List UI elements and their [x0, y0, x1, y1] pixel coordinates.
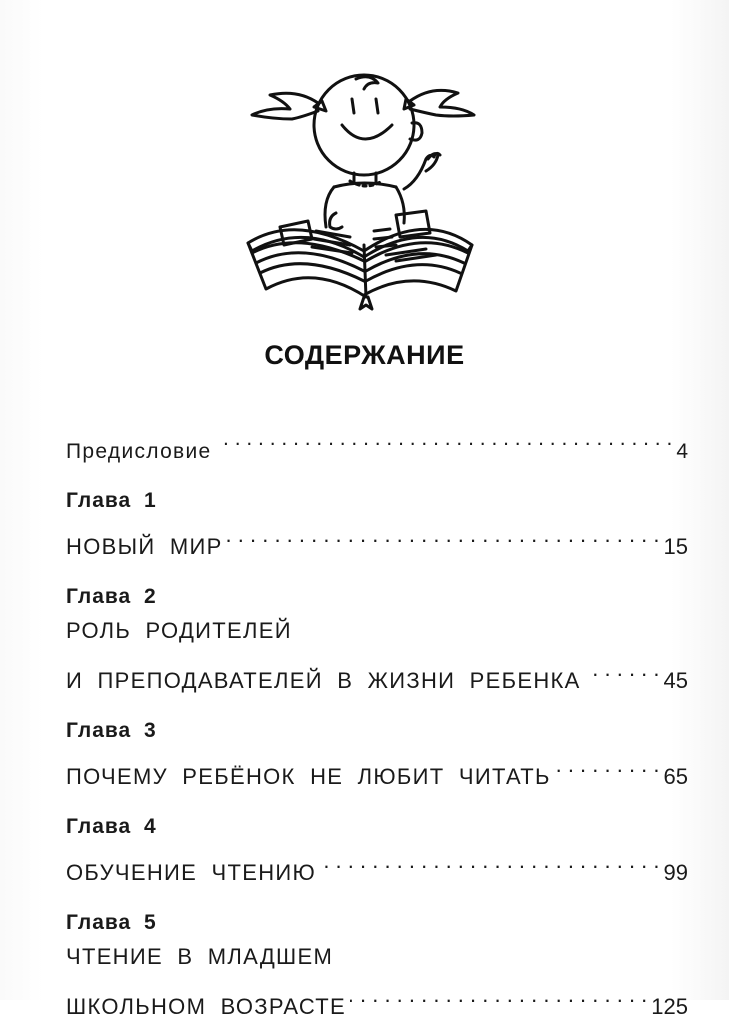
toc-page-number: 65	[663, 764, 688, 789]
dot-leader	[350, 976, 647, 1014]
toc-entry-chapter-2[interactable]	[66, 582, 688, 693]
toc-entry-title: ОБУЧЕНИЕ ЧТЕНИЮ	[66, 860, 317, 885]
toc-entry-title: ПОЧЕМУ РЕБЁНОК НЕ ЛЮБИТ ЧИТАТЬ	[66, 764, 551, 789]
toc-entry-line	[66, 516, 688, 559]
page-title: СОДЕРЖАНИЕ	[264, 340, 465, 370]
dot-leader	[216, 420, 673, 458]
toc-entry-title: И ПРЕПОДАВАТЕЛЕЙ В ЖИЗНИ РЕБЕНКА	[66, 668, 581, 693]
table-of-contents	[66, 420, 688, 1019]
toc-entry-title: ЧТЕНИЕ В МЛАДШЕМ	[66, 944, 334, 969]
toc-page-number: 15	[663, 534, 688, 559]
toc-entry-preface[interactable]	[66, 420, 688, 463]
chapter-label: Глава 1	[66, 489, 157, 512]
toc-entry-chapter-4[interactable]	[66, 812, 688, 885]
girl-reading-book-icon	[236, 55, 476, 315]
dot-leader	[320, 842, 659, 880]
toc-page-number: 45	[663, 668, 688, 693]
toc-page-number: 125	[651, 994, 688, 1019]
toc-entry-chapter-5[interactable]	[66, 908, 688, 1019]
dot-leader	[555, 746, 660, 784]
toc-entry-chapter-1[interactable]	[66, 486, 688, 559]
chapter-label: Глава 4	[66, 815, 157, 838]
dot-leader	[585, 650, 660, 688]
toc-entry-title: НОВЫЙ МИР	[66, 534, 223, 559]
dot-leader	[227, 516, 660, 554]
toc-entry-chapter-3[interactable]	[66, 716, 688, 789]
toc-entry-line	[66, 976, 688, 1019]
chapter-label: Глава 3	[66, 719, 157, 742]
toc-entry-title: РОЛЬ РОДИТЕЛЕЙ	[66, 618, 292, 643]
chapter-label: Глава 5	[66, 911, 157, 934]
toc-page-number: 4	[676, 440, 688, 463]
toc-page-number: 99	[663, 860, 688, 885]
toc-entry-title: ШКОЛЬНОМ ВОЗРАСТЕ	[66, 994, 347, 1019]
chapter-label: Глава 2	[66, 585, 157, 608]
toc-entry-line	[66, 842, 688, 885]
toc-entry-line	[66, 746, 688, 789]
toc-entry-title: Предисловие	[66, 440, 212, 463]
toc-entry-line	[66, 650, 688, 693]
